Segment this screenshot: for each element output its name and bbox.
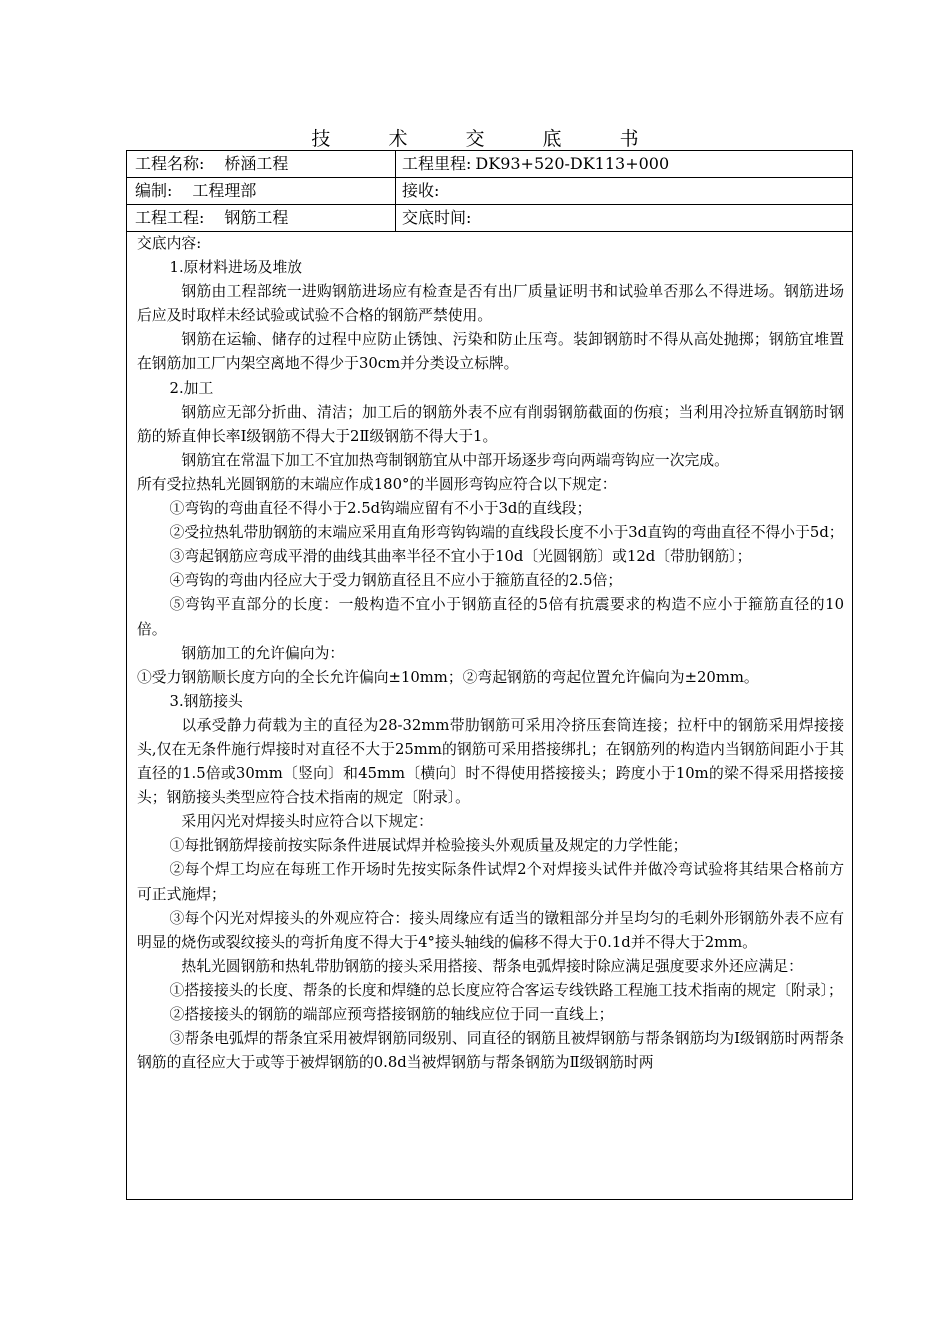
- project-name-cell: [127, 151, 396, 177]
- received-label: 接收:: [402, 181, 440, 200]
- paragraph: 以承受静力荷载为主的直径为28-32mm带肋钢筋可采用冷挤压套筒连接；拉杆中的钢筋采用焊接接头,仅在无条件施行焊接时对直径不大于25mm的钢筋可采用搭接绑扎；在钢筋列的构造内当钢筋间距小于其直径的1.5倍或30mm〔竖向〕和45mm〔横向〕时不得使用搭接接头；跨度小于10m的梁不得采用搭接接头；钢筋接头类型应符合技术指南的规定〔附录〕。: [137, 716, 844, 807]
- paragraph: 钢筋在运输、储存的过程中应防止锈蚀、污染和防止压弯。装卸钢筋时不得从高处抛掷；钢筋宜堆置在钢筋加工厂内架空离地不得少于30cm并分类设立标牌。: [137, 331, 844, 373]
- prepared-value: 工程理部: [192, 181, 257, 200]
- list-item: ③每个闪光对焊接头的外观应符合：接头周缘应有适当的镦粗部分并呈均匀的毛刺外形钢筋外表不应有明显的烧伤或裂纹接头的弯折角度不得大于4°接头轴线的偏移不得大于0.1d并不得大于2mm。: [137, 909, 844, 951]
- content-heading: 交底内容:: [137, 235, 202, 252]
- disclosure-form: [126, 150, 853, 1200]
- section-heading: 3.钢筋接头: [169, 692, 243, 710]
- header-row-prepared: [127, 178, 852, 205]
- mileage-label: 工程里程:: [402, 154, 472, 173]
- paragraph: 钢筋应无部分折曲、清洁；加工后的钢筋外表不应有削弱钢筋截面的伤痕；当利用冷拉矫直钢筋时钢筋的矫直伸长率Ⅰ级钢筋不得大于2Ⅱ级钢筋不得大于1。: [137, 403, 844, 445]
- list-item: ②受拉热轧带肋钢筋的末端应采用直角形弯钩钩端的直线段长度不小于3d直钩的弯曲直径不得小于5d；: [169, 524, 844, 542]
- work-label: 工程工程:: [135, 208, 205, 227]
- time-label: 交底时间:: [402, 208, 472, 227]
- list-item: ④弯钩的弯曲内径应大于受力钢筋直径且不应小于箍筋直径的2.5倍；: [169, 572, 623, 590]
- paragraph: ①受力钢筋顺长度方向的全长允许偏向±10mm；②弯起钢筋的弯起位置允许偏向为±20mm。: [137, 668, 759, 686]
- time-cell: [396, 205, 852, 231]
- paragraph: 钢筋由工程部统一进购钢筋进场应有检查是否有出厂质量证明书和试验单否那么不得进场。钢筋进场后应及时取样未经试验或试验不合格的钢筋严禁使用。: [137, 283, 844, 325]
- project-name-label: 工程名称:: [135, 154, 205, 173]
- list-item: ①搭接接头的长度、帮条的长度和焊缝的总长度应符合客运专线铁路工程施工技术指南的规定〔附录〕；: [169, 981, 843, 999]
- list-item: ③帮条电弧焊的帮条宜采用被焊钢筋同级别、同直径的钢筋且被焊钢筋与帮条钢筋均为Ⅰ级钢筋时两帮条钢筋的直径应大于或等于被焊钢筋的0.8d当被焊钢筋与帮条钢筋为Ⅱ级钢筋时两: [137, 1030, 844, 1072]
- prepared-cell: [127, 178, 396, 204]
- list-item: ①每批钢筋焊接前按实际条件进展试焊并检验接头外观质量及规定的力学性能；: [169, 837, 688, 855]
- section-heading: 2.加工: [169, 379, 214, 397]
- document-title: 技 术 交 底 书: [311, 128, 665, 150]
- disclosure-content: [127, 232, 852, 1075]
- list-item: ⑤弯钩平直部分的长度：一般构造不宜小于钢筋直径的5倍有抗震要求的构造不应小于箍筋直径的10倍。: [137, 596, 844, 638]
- paragraph: 采用闪光对焊接头时应符合以下规定：: [181, 813, 433, 831]
- received-cell: [396, 178, 852, 204]
- prepared-label: 编制:: [135, 181, 173, 200]
- list-item: ②搭接接头的钢筋的端部应预弯搭接钢筋的轴线应位于同一直线上；: [169, 1006, 614, 1023]
- section-heading: 1.原材料进场及堆放: [169, 259, 303, 277]
- list-item: ①弯钩的弯曲直径不得小于2.5d钩端应留有不小于3d的直线段；: [169, 500, 592, 518]
- list-item: ②每个焊工均应在每班工作开场时先按实际条件试焊2个对焊接头试件并做冷弯试验将其结果合格前方可正式施焊；: [137, 861, 844, 903]
- project-name-value: 桥涵工程: [224, 154, 289, 173]
- work-value: 钢筋工程: [224, 208, 289, 227]
- header-row-work: [127, 205, 852, 232]
- paragraph: 钢筋加工的允许偏向为：: [181, 644, 345, 662]
- paragraph: 钢筋宜在常温下加工不宜加热弯制钢筋宜从中部开场逐步弯向两端弯钩应一次完成。: [181, 451, 729, 469]
- mileage-value: DK93+520-DK113+000: [475, 154, 670, 173]
- work-cell: [127, 205, 396, 231]
- paragraph: 所有受拉热轧光圆钢筋的末端应作成180°的半圆形弯钩应符合以下规定：: [137, 475, 617, 493]
- header-row-project: [127, 151, 852, 178]
- paragraph: 热轧光圆钢筋和热轧带肋钢筋的接头采用搭接、帮条电弧焊接时除应满足强度要求外还应满足：: [181, 957, 803, 975]
- mileage-cell: [396, 151, 852, 177]
- list-item: ③弯起钢筋应弯成平滑的曲线其曲率半径不宜小于10d〔光圆钢筋〕或12d〔带肋钢筋〕；: [169, 548, 752, 566]
